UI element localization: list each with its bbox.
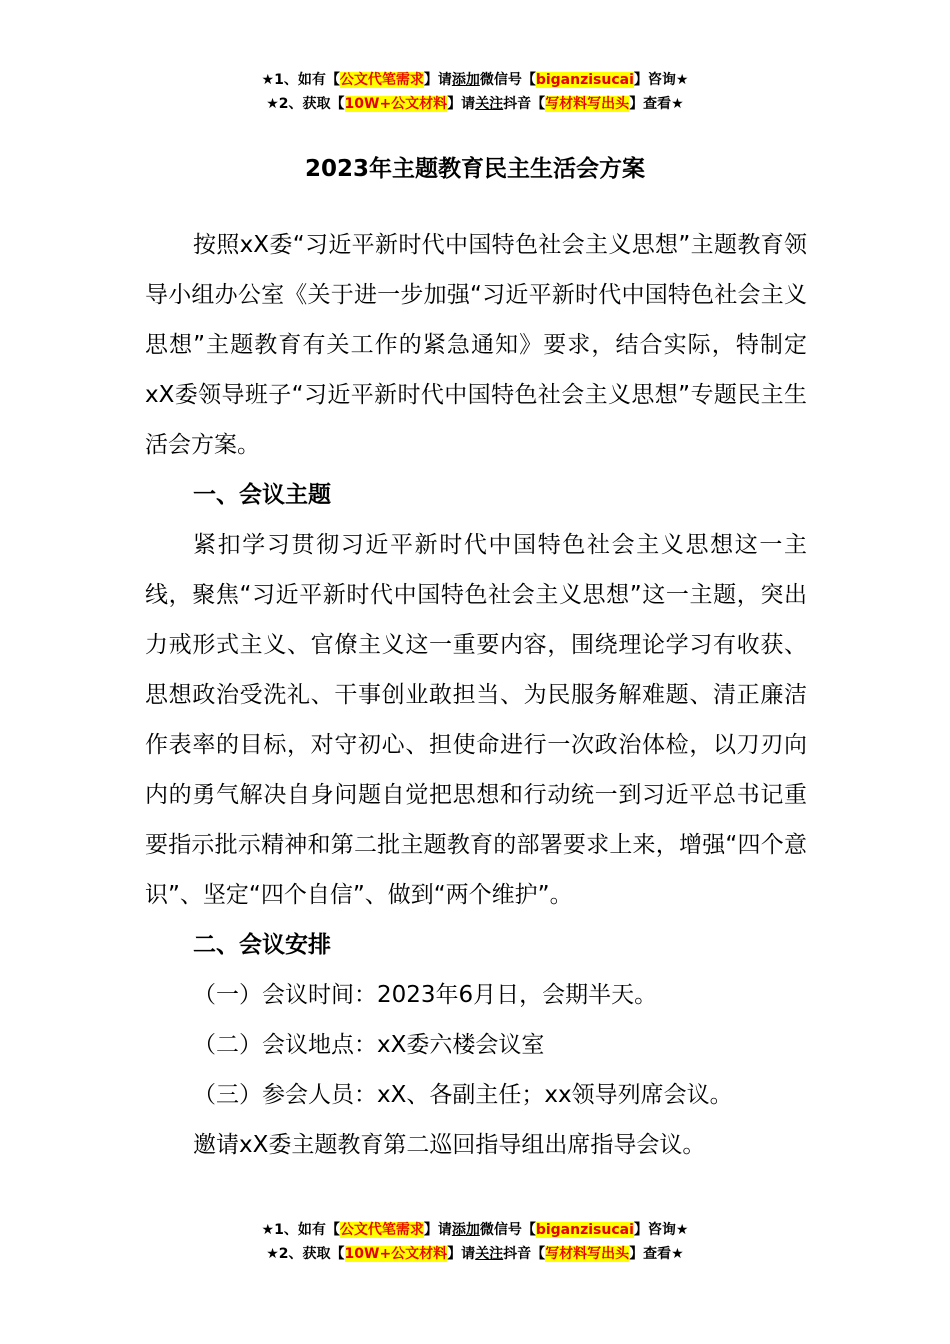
promo-line-1-suffix: 】咨询★ — [633, 72, 689, 88]
promo-line-1 — [0, 1218, 950, 1242]
promo-line-1-underlined: 添加 — [451, 1222, 480, 1238]
promo-line-1 — [0, 68, 950, 92]
promo-line-2-highlight-materials: 10W+公文材料 — [344, 1246, 448, 1262]
arrangement-note: 邀请xX委主题教育第二巡回指导组出席指导会议。 — [193, 1132, 706, 1158]
intro-paragraph: 按照xX委“习近平新时代中国特色社会主义思想”主题教育领导小组办公室《关于进一步加强“习近平新时代中国特色社会主义思想”主题教育有关工作的紧急通知》要求，结合实际，特制定xX委领导班子“习近平新时代中国特色社会主义思想”专题民主生活会方案。 — [145, 232, 807, 458]
promo-line-1-mid2: 微信号【 — [479, 1222, 536, 1238]
section-1-heading: 一、会议主题 — [193, 482, 331, 508]
promo-line-1-highlight-service: 公文代笔需求 — [339, 72, 424, 88]
promo-line-2-mid2: 抖音【 — [503, 96, 546, 112]
promo-line-2-highlight-materials: 10W+公文材料 — [344, 96, 448, 112]
promo-line-1-mid: 】请 — [423, 72, 452, 88]
promo-line-2-mid: 】请 — [447, 1246, 476, 1262]
document-title: 2023年主题教育民主生活会方案 — [304, 156, 645, 182]
promo-line-1-highlight-service: 公文代笔需求 — [339, 1222, 424, 1238]
arrangement-item-time: （一）会议时间：2023年6月日，会期半天。 — [193, 982, 658, 1008]
promo-line-2-mid2: 抖音【 — [503, 1246, 546, 1262]
promo-line-1-highlight-wechat: biganzisucai — [535, 72, 634, 88]
promo-line-2-prefix: ★2、获取【 — [266, 1246, 345, 1262]
promo-line-2-underlined: 关注 — [475, 96, 504, 112]
promo-line-2-suffix: 】查看★ — [629, 96, 684, 112]
promo-line-1-mid: 】请 — [423, 1222, 452, 1238]
arrangement-item-location: （二）会议地点：xX委六楼会议室 — [193, 1032, 545, 1058]
arrangement-item-attendees: （三）参会人员：xX、各副主任；xx领导列席会议。 — [193, 1082, 733, 1108]
promo-line-2 — [0, 1242, 950, 1266]
promo-line-1-highlight-wechat: biganzisucai — [535, 1222, 634, 1238]
promo-line-2-suffix: 】查看★ — [629, 1246, 684, 1262]
top-promo-banner — [0, 68, 950, 116]
section-1-paragraph: 紧扣学习贯彻习近平新时代中国特色社会主义思想这一主线，聚焦“习近平新时代中国特色社会主义思想”这一主题，突出力戒形式主义、官僚主义这一重要内容，围绕理论学习有收获、思想政治受洗礼、干事创业敢担当、为民服务解难题、清正廉洁作表率的目标，对守初心、担使命进行一次政治体检，以刀刃向内的勇气解决自身问题自觉把思想和行动统一到习近平总书记重要指示批示精神和第二批主题教育的部署要求上来，增强“四个意识”、坚定“四个自信”、做到“两个维护”。 — [145, 532, 807, 908]
promo-line-1-prefix: ★1、如有【 — [261, 72, 340, 88]
document-body — [145, 220, 807, 1170]
promo-line-2-highlight-douyin: 写材料写出头 — [545, 96, 630, 112]
promo-line-2-mid: 】请 — [447, 96, 476, 112]
promo-line-1-prefix: ★1、如有【 — [261, 1222, 340, 1238]
promo-line-2 — [0, 92, 950, 116]
promo-line-2-highlight-douyin: 写材料写出头 — [545, 1246, 630, 1262]
promo-line-2-underlined: 关注 — [475, 1246, 504, 1262]
promo-line-1-mid2: 微信号【 — [479, 72, 536, 88]
section-2-heading: 二、会议安排 — [193, 932, 331, 958]
promo-line-1-underlined: 添加 — [451, 72, 480, 88]
promo-line-2-prefix: ★2、获取【 — [266, 96, 345, 112]
bottom-promo-banner — [0, 1218, 950, 1266]
promo-line-1-suffix: 】咨询★ — [633, 1222, 689, 1238]
